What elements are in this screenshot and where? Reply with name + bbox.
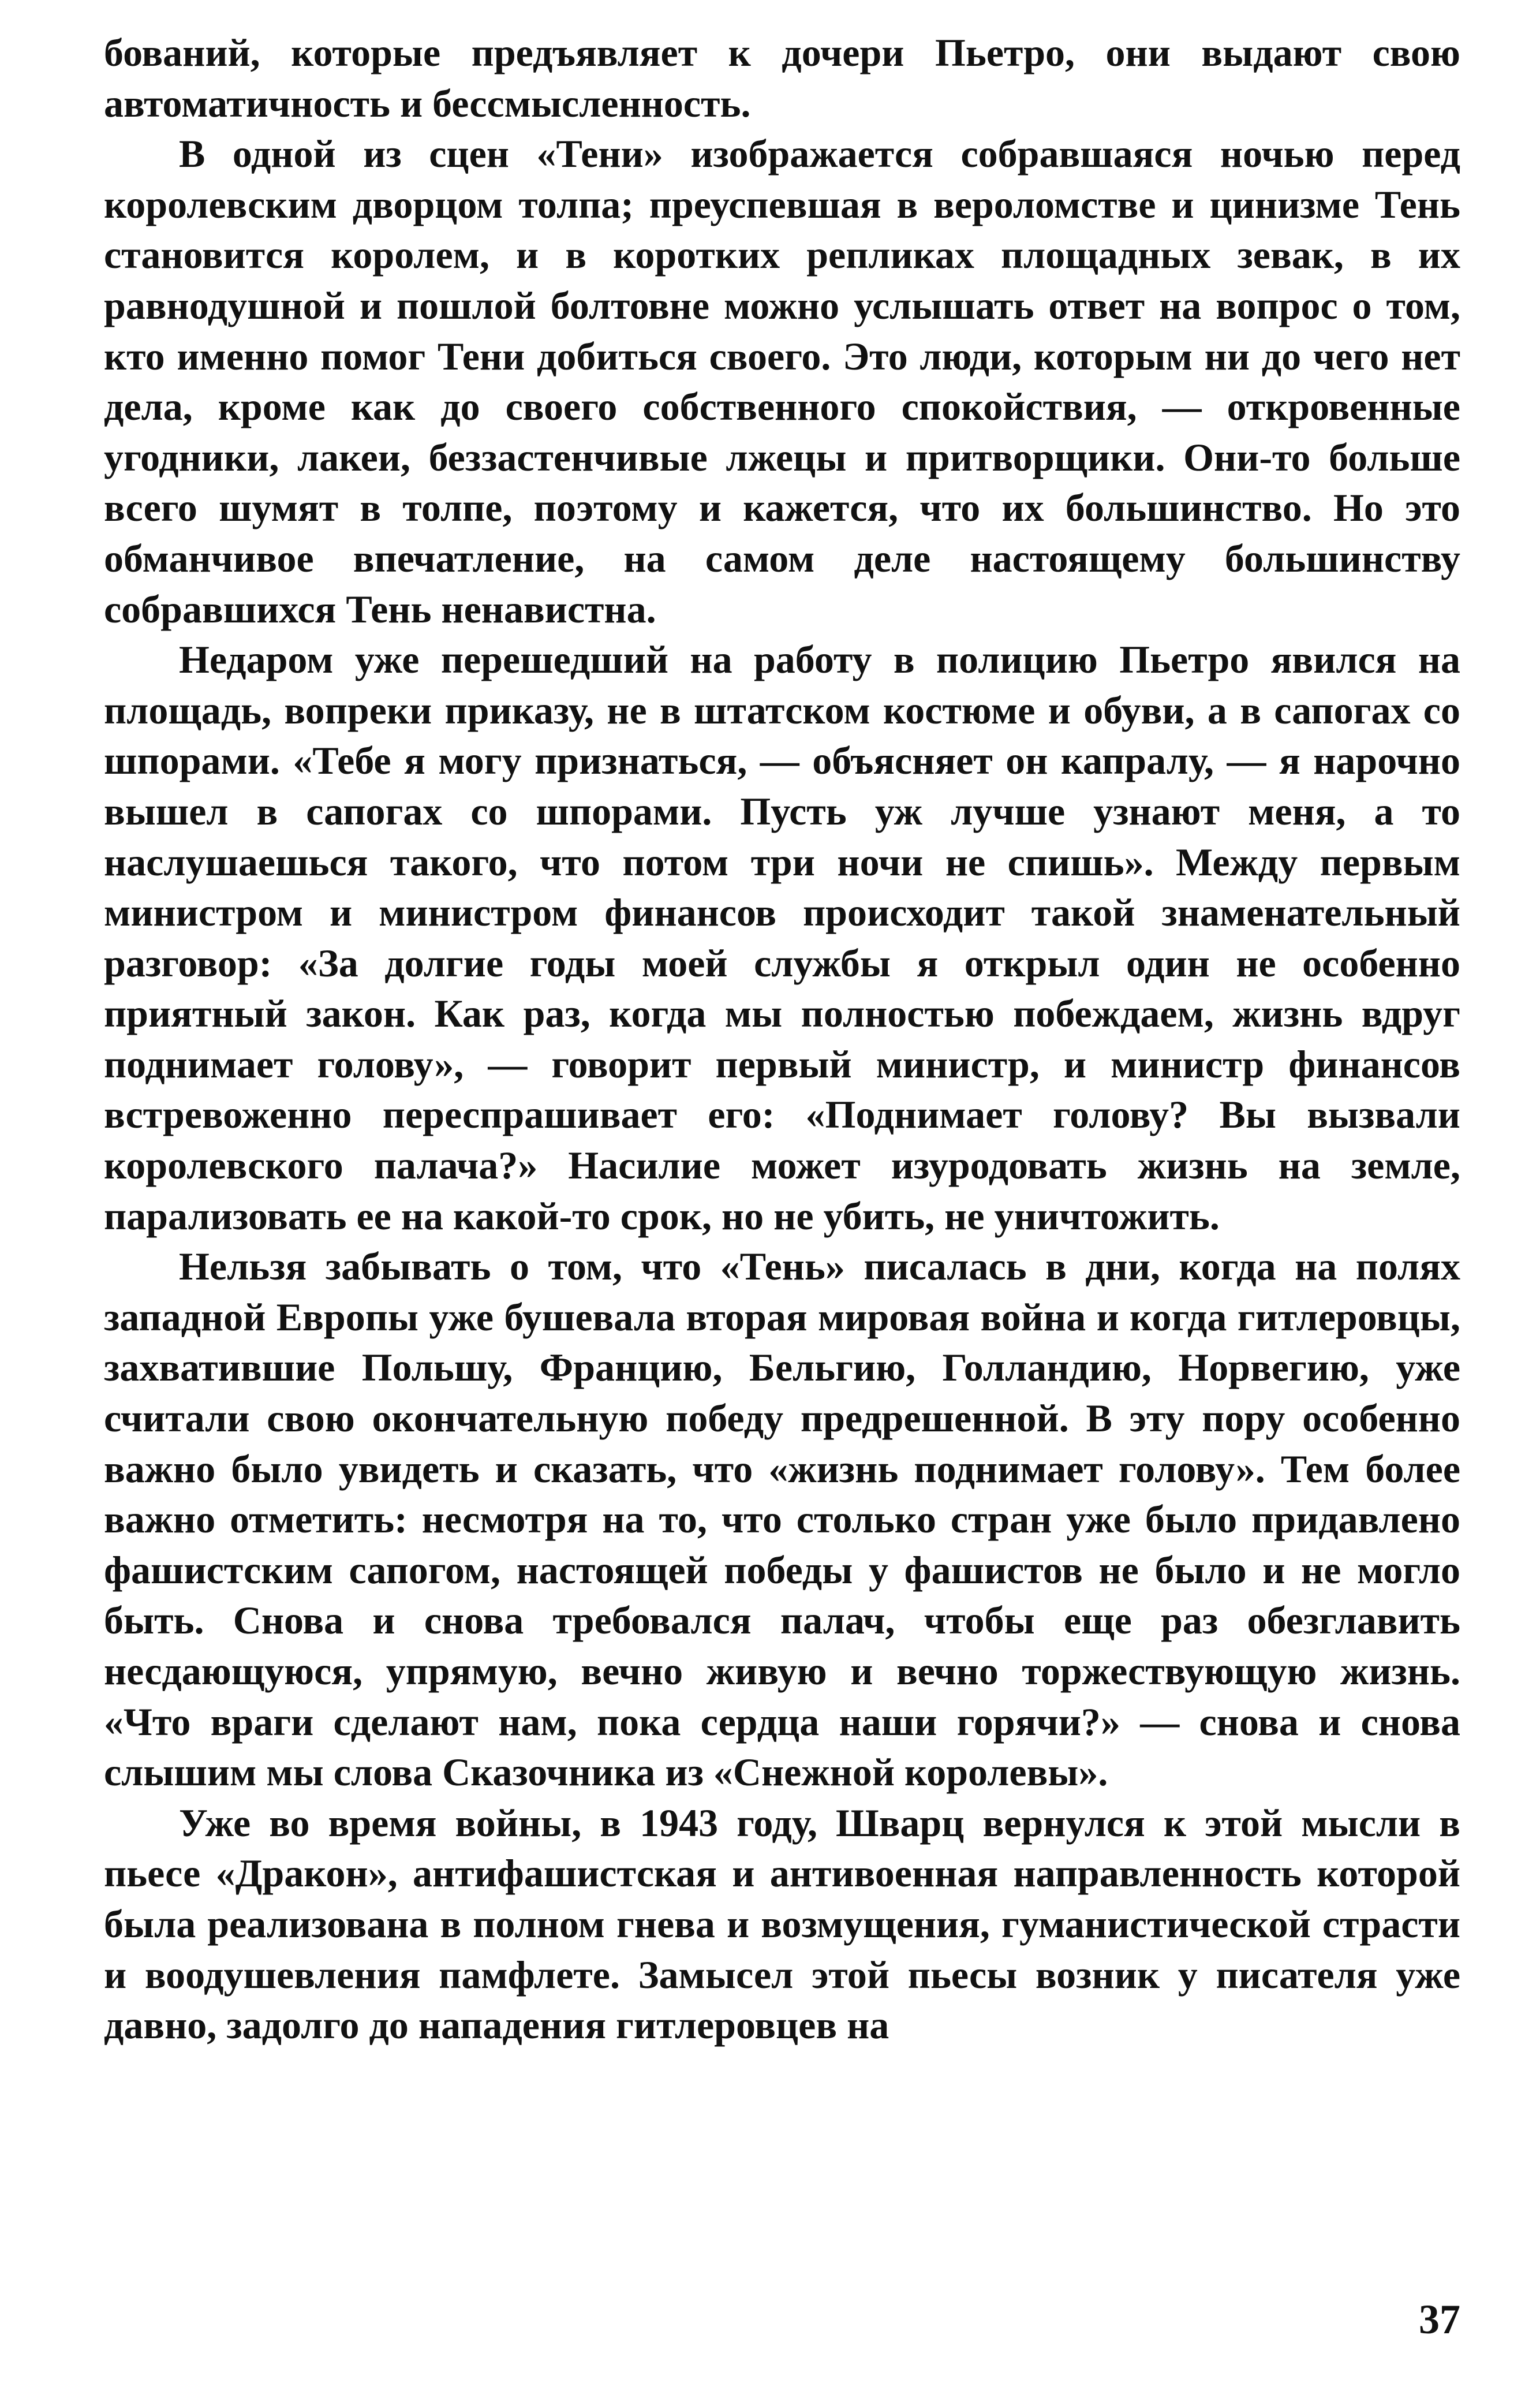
paragraph: Нельзя забывать о том, что «Тень» писалась в дни, когда на полях западной Европы уже бушевала вторая мировая война и когда гитлеровцы, захватившие Польшу, Францию, Бельгию, Голландию, Норвегию, уже считали свою окончательную победу предрешенной. В эту пору особенно важно было увидеть и сказать, что «жизнь поднимает голову». Тем более важно отметить: несмотря на то, что столько стран уже было придавлено фашистским сапогом, настоящей победы у фашистов не было и не могло быть. Снова и снова требовался палач, чтобы еще раз обезглавить несдающуюся, упрямую, вечно живую и вечно торжествующую жизнь. «Что враги сделают нам, пока сердца наши горячи?» — снова и снова слышим мы слова Сказочника из «Снежной королевы».	[104, 1244, 1460, 1795]
body-text	[104, 28, 1460, 2051]
paragraph: Недаром уже перешедший на работу в полицию Пьетро явился на площадь, вопреки приказу, не в штатском костюме и обуви, а в сапогах со шпорами. «Тебе я могу признаться, — объясняет он капралу, — я нарочно вышел в сапогах со шпорами. Пусть уж лучше узнают меня, а то наслушаешься такого, что потом три ночи не спишь». Между первым министром и министром финансов происходит такой знаменательный разговор: «За долгие годы моей службы я открыл один не особенно приятный закон. Как раз, когда мы полностью побеждаем, жизнь вдруг поднимает голову», — говорит первый министр, и министр финансов встревоженно переспрашивает его: «Поднимает голову? Вы вызвали королевского палача?» Насилие может изуродовать жизнь на земле, парализовать ее на какой-то срок, но не убить, не уничтожить.	[104, 637, 1460, 1238]
paragraph-continuation: бований, которые предъявляет к дочери Пьетро, они выдают свою автоматичность и бессмысленность.	[104, 31, 1460, 125]
paragraph: Уже во время войны, в 1943 году, Шварц вернулся к этой мысли в пьесе «Дракон», антифашистская и антивоенная направленность которой была реализована в полном гнева и возмущения, гуманистической страсти и воодушевления памфлете. Замысел этой пьесы возник у писателя уже давно, задолго до нападения гитлеровцев на	[104, 1800, 1460, 2047]
page-number: 37	[1419, 2296, 1460, 2342]
paragraph: В одной из сцен «Тени» изображается собравшаяся ночью перед королевским дворцом толпа; преуспевшая в вероломстве и цинизме Тень становится королем, и в коротких репликах площадных зевак, в их равнодушной и пошлой болтовне можно услышать ответ на вопрос о том, кто именно помог Тени добиться своего. Это люди, которым ни до чего нет дела, кроме как до своего собственного спокойствия, — откровенные угодники, лакеи, беззастенчивые лжецы и притворщики. Они-то больше всего шумят в толпе, поэтому и кажется, что их большинство. Но это обманчивое впечатление, на самом деле настоящему большинству собравшихся Тень ненавистна.	[104, 132, 1460, 631]
